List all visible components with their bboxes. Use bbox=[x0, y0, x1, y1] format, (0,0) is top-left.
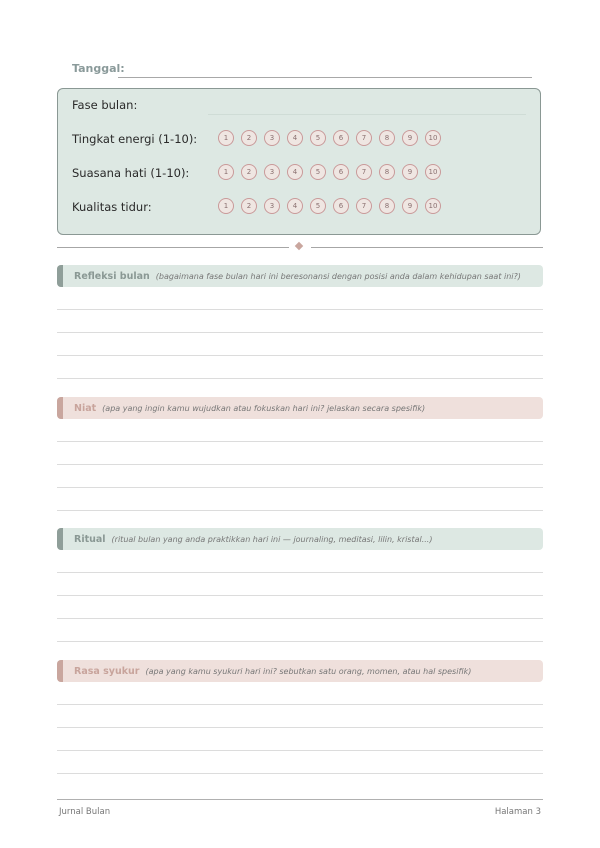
writing-line[interactable] bbox=[57, 287, 543, 310]
writing-line[interactable] bbox=[57, 488, 543, 511]
rating-dot[interactable]: 4 bbox=[287, 130, 303, 146]
rating-dot[interactable]: 5 bbox=[310, 198, 326, 214]
mood-scale bbox=[218, 164, 441, 180]
section-header bbox=[57, 397, 543, 419]
mood-label: Suasana hati (1-10): bbox=[72, 166, 190, 180]
section-title: Niat bbox=[74, 402, 97, 414]
section-header bbox=[57, 265, 543, 287]
rating-dot[interactable]: 1 bbox=[218, 130, 234, 146]
section-ritual bbox=[57, 528, 543, 642]
ornament-divider bbox=[57, 242, 543, 252]
rating-dot[interactable]: 2 bbox=[241, 130, 257, 146]
moon-phase-label: Fase bulan: bbox=[72, 98, 138, 112]
page-footer bbox=[57, 799, 543, 817]
rating-dot[interactable]: 9 bbox=[402, 198, 418, 214]
writing-line[interactable] bbox=[57, 333, 543, 356]
daily-stats-panel bbox=[57, 88, 541, 235]
writing-line[interactable] bbox=[57, 442, 543, 465]
writing-line[interactable] bbox=[57, 573, 543, 596]
rating-dot[interactable]: 8 bbox=[379, 164, 395, 180]
sleep-row bbox=[72, 197, 527, 217]
rating-dot[interactable]: 3 bbox=[264, 130, 280, 146]
journal-name: Jurnal Bulan bbox=[59, 807, 111, 817]
section-title: Rasa syukur bbox=[74, 665, 140, 677]
rating-dot[interactable]: 5 bbox=[310, 164, 326, 180]
sleep-scale bbox=[218, 198, 441, 214]
rating-dot[interactable]: 6 bbox=[333, 198, 349, 214]
rating-dot[interactable]: 9 bbox=[402, 130, 418, 146]
writing-line[interactable] bbox=[57, 596, 543, 619]
section-accent-bar bbox=[57, 528, 63, 550]
rating-dot[interactable]: 5 bbox=[310, 130, 326, 146]
section-title: Refleksi bulan bbox=[74, 270, 150, 282]
rating-dot[interactable]: 3 bbox=[264, 198, 280, 214]
writing-line[interactable] bbox=[57, 751, 543, 774]
energy-scale bbox=[218, 130, 441, 146]
section-accent-bar bbox=[57, 265, 63, 287]
rating-dot[interactable]: 1 bbox=[218, 164, 234, 180]
writing-line[interactable] bbox=[57, 310, 543, 333]
rating-dot[interactable]: 7 bbox=[356, 130, 372, 146]
section-hint: (apa yang ingin kamu wujudkan atau fokuskan hari ini? jelaskan secara spesifik) bbox=[102, 403, 426, 413]
section-header bbox=[57, 528, 543, 550]
rating-dot[interactable]: 2 bbox=[241, 198, 257, 214]
rating-dot[interactable]: 2 bbox=[241, 164, 257, 180]
section-header bbox=[57, 660, 543, 682]
section-niat bbox=[57, 397, 543, 511]
rating-dot[interactable]: 6 bbox=[333, 164, 349, 180]
writing-line[interactable] bbox=[57, 356, 543, 379]
divider-line-left bbox=[57, 247, 289, 248]
energy-label: Tingkat energi (1-10): bbox=[72, 132, 198, 146]
writing-line[interactable] bbox=[57, 550, 543, 573]
rating-dot[interactable]: 4 bbox=[287, 198, 303, 214]
page-number: Halaman 3 bbox=[494, 807, 541, 817]
writing-line[interactable] bbox=[57, 728, 543, 751]
moon-phase-input-line[interactable] bbox=[208, 114, 526, 115]
writing-line[interactable] bbox=[57, 465, 543, 488]
rating-dot[interactable]: 3 bbox=[264, 164, 280, 180]
section-hint: (ritual bulan yang anda praktikkan hari ini — journaling, meditasi, lilin, kristal...) bbox=[111, 534, 433, 544]
section-hint: (bagaimana fase bulan hari ini beresonansi dengan posisi anda dalam kehidupan saat ini?) bbox=[155, 271, 521, 281]
divider-line-right bbox=[311, 247, 543, 248]
rating-dot[interactable]: 10 bbox=[425, 130, 441, 146]
writing-line[interactable] bbox=[57, 619, 543, 642]
mood-row bbox=[72, 163, 527, 183]
rating-dot[interactable]: 6 bbox=[333, 130, 349, 146]
section-accent-bar bbox=[57, 660, 63, 682]
rating-dot[interactable]: 1 bbox=[218, 198, 234, 214]
writing-line[interactable] bbox=[57, 705, 543, 728]
date-input-line[interactable] bbox=[118, 77, 532, 78]
date-row bbox=[72, 62, 532, 80]
section-accent-bar bbox=[57, 397, 63, 419]
date-label: Tanggal: bbox=[72, 62, 125, 75]
writing-line[interactable] bbox=[57, 682, 543, 705]
rating-dot[interactable]: 9 bbox=[402, 164, 418, 180]
rating-dot[interactable]: 4 bbox=[287, 164, 303, 180]
section-refleksi-bulan bbox=[57, 265, 543, 379]
rating-dot[interactable]: 8 bbox=[379, 130, 395, 146]
section-rasa-syukur bbox=[57, 660, 543, 774]
energy-row bbox=[72, 129, 527, 149]
rating-dot[interactable]: 10 bbox=[425, 198, 441, 214]
moon-phase-row bbox=[72, 95, 527, 115]
section-title: Ritual bbox=[74, 533, 106, 545]
rating-dot[interactable]: 10 bbox=[425, 164, 441, 180]
sleep-label: Kualitas tidur: bbox=[72, 200, 152, 214]
section-hint: (apa yang kamu syukuri hari ini? sebutkan satu orang, momen, atau hal spesifik) bbox=[145, 666, 472, 676]
writing-line[interactable] bbox=[57, 419, 543, 442]
rating-dot[interactable]: 8 bbox=[379, 198, 395, 214]
diamond-icon bbox=[295, 242, 303, 250]
rating-dot[interactable]: 7 bbox=[356, 198, 372, 214]
rating-dot[interactable]: 7 bbox=[356, 164, 372, 180]
